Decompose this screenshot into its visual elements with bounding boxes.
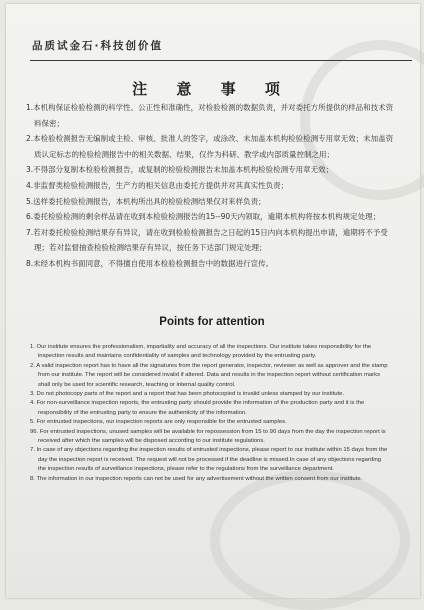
notice-item-zh: 6.委托检验检测的剩余样品请在收到本检验检测报告的15--90天内领取，逾期本机构将按本机构规定处理； <box>26 212 381 222</box>
title-english: Points for attention <box>159 316 265 328</box>
notice-item-zh: 2.本检验检测报告无编制或主检、审核、批准人的签字，或涂改、未加盖本机构检验检测专用章无效；未加盖资质认定标志的检验检测报告中的相关数据、结果，仅作为科研、教学或内部质量控制之用； <box>26 134 394 159</box>
notice-item-zh: 7.若对委托检验检测结果存有异议，请在收到检验检测报告之日起的15日内向本机构提出申请，逾期将不予受理；若对监督抽查检验检测结果存有异议，按任务下达部门规定处理； <box>26 227 388 253</box>
header-divider <box>30 60 412 61</box>
notice-item-zh: 4.非监督类检验检测报告，生产方的相关信息由委托方提供并对其真实性负责； <box>26 180 289 190</box>
notice-item-zh: 1.本机构保证检验检测的科学性、公正性和准确性，对检验检测的数据负责，并对委托方所提供的样品和技术资料保密； <box>26 103 394 128</box>
notice-item-en: 2. A valid inspection report has to have all the signatures from the report generator, inspector, reviewer as well as approver and the stamp from our institute. The report will be considered invalid if altered. Data and results in the inspection report without certification marks shall only be used for scientific research, teaching or internal quality control. <box>30 362 388 388</box>
notice-item-en: 96. For entrusted inspections, unused samples will be available for repossession from 15 to 90 days from the day the inspection report is received after which the samples will be disposed according to our institute regulations. <box>30 428 386 445</box>
notice-item-en: 8. The information in our inspection reports can not be used for any advertisement without the written consent from our institute. <box>30 475 363 482</box>
notice-item-en: 1. Our institute ensures the professionalism, impartiality and accuracy of all the inspections. Our institute takes responsibility for the inspection results and maintains confidentiality of samples and technology provided by the entrusting party. <box>30 344 372 360</box>
notice-item-zh: 3.不得部分复制本检验检测报告，或复制的检验检测报告未加盖本机构检验检测专用章无效； <box>26 165 334 175</box>
notice-item-en: 7. In case of any objections regarding the inspection results of entrusted inspections, please report to our institute within 15 days from the day the inspection report is received. The request will not be processed if the deadline is missed.In case of any objections regarding the inspection results of surveillance inspections, please refer to the regulations from the surveillance department. <box>30 447 388 473</box>
notice-list-chinese <box>26 100 396 272</box>
notice-item-en: 5. For entrusted inspections, our inspection reports are only responsible for the entrusted samples. <box>30 419 287 426</box>
notice-list-english <box>30 343 390 484</box>
header-slogan: 品质试金石·科技创价值 <box>32 40 163 52</box>
notice-item-en: 4. For non-surveillance inspection reports, the entrusting party should provide the information of the production party and it is the responsibility of the entrusting party to ensure the authenticity of the information. <box>30 400 365 416</box>
notice-item-en: 3. Do not photocopy parts of the report and a report that has been photocopied is invalid unless stamped by our institute. <box>30 391 345 398</box>
notice-item-zh: 5.送样委托检验检测报告，本机构所出具的检验检测结果仅对来样负责； <box>26 196 266 206</box>
background-seal-mark-lower <box>210 470 410 610</box>
notice-item-zh: 8.未经本机构书面同意，不得擅自使用本检验检测报告中的数据进行宣传。 <box>26 258 274 268</box>
title-chinese: 注 意 事 项 <box>132 80 292 98</box>
